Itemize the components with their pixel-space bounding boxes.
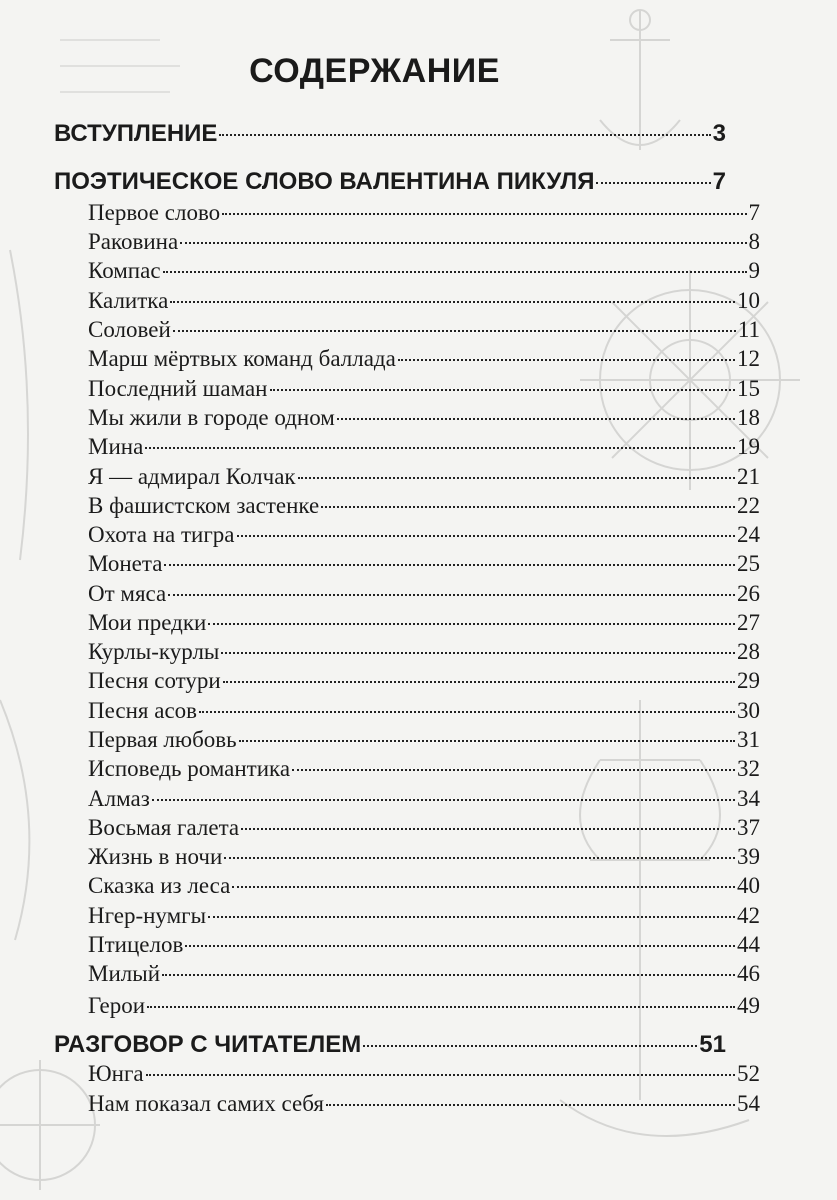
toc-entry-title: Герои	[88, 993, 146, 1018]
dot-leader	[173, 329, 736, 332]
dot-leader	[223, 680, 735, 683]
toc-entry-title: Калитка	[88, 288, 169, 313]
toc-entry	[0, 229, 837, 259]
toc-entry-page-number: 28	[737, 639, 760, 664]
toc-entry-page-number: 9	[748, 258, 760, 283]
toc-entry-title: От мяса	[88, 581, 167, 606]
dot-leader	[221, 651, 735, 654]
toc-entry-page-number: 24	[737, 522, 760, 547]
toc-section-entry	[0, 168, 803, 198]
toc-entry	[0, 815, 837, 845]
toc-entry	[0, 346, 837, 376]
toc-entry-page-number: 25	[737, 551, 760, 576]
dot-leader	[298, 476, 735, 479]
toc-entry-title: Восьмая галета	[88, 815, 240, 840]
toc-entry-page-number: 42	[737, 903, 760, 928]
dot-leader	[232, 885, 735, 888]
toc-entry-title: Мои предки	[88, 610, 207, 635]
toc-entry	[0, 581, 837, 611]
toc-entry	[0, 551, 837, 581]
toc-entry-title: Курлы-курлы	[88, 639, 220, 664]
toc-entry-page-number: 32	[737, 756, 760, 781]
toc-entry-title: Первая любовь	[88, 727, 237, 752]
toc-entry-title: Монета	[88, 551, 163, 576]
toc-entry-title: Последний шаман	[88, 376, 268, 401]
toc-entry-page-number: 31	[737, 727, 760, 752]
toc-entry	[0, 786, 837, 816]
toc-entry-title: Нгер-нумгы	[88, 903, 207, 928]
toc-entry-page-number: 7	[712, 168, 726, 195]
toc-entry	[0, 376, 837, 406]
toc-entry	[0, 639, 837, 669]
toc-entry	[0, 200, 837, 230]
toc-entry-page-number: 51	[699, 1031, 726, 1058]
dot-leader	[162, 973, 735, 976]
toc-entry	[0, 288, 837, 318]
dot-leader	[326, 1103, 735, 1106]
toc-entry-title: Мы жили в городе одном	[88, 405, 335, 430]
toc-entry-page-number: 46	[737, 961, 760, 986]
toc-entry-page-number: 19	[737, 434, 760, 459]
toc-entry-title: Мина	[88, 434, 144, 459]
toc-entry-title: Юнга	[88, 1061, 144, 1086]
dot-leader	[164, 563, 735, 566]
page-title: СОДЕРЖАНИЕ	[249, 52, 500, 90]
toc-entry-title: Марш мёртвых команд баллада	[88, 346, 396, 371]
toc-entry-title: Песня асов	[88, 698, 198, 723]
toc-entry-title: Птицелов	[88, 932, 184, 957]
toc-entry	[0, 493, 837, 523]
toc-entry-title: Исповедь романтика	[88, 756, 291, 781]
toc-entry-page-number: 44	[737, 932, 760, 957]
dot-leader	[146, 1073, 735, 1076]
toc-entry	[0, 903, 837, 933]
toc-entry	[0, 873, 837, 903]
toc-entry	[0, 405, 837, 435]
toc-entry-title: Первое слово	[88, 200, 221, 225]
toc-entry-title: Охота на тигра	[88, 522, 235, 547]
toc-entry	[0, 317, 837, 347]
toc-entry	[0, 434, 837, 464]
toc-entry-page-number: 21	[737, 464, 760, 489]
toc-entry-page-number: 54	[737, 1091, 760, 1116]
toc-entry-page-number: 37	[737, 815, 760, 840]
toc-entry	[0, 932, 837, 962]
toc-entry	[0, 668, 837, 698]
toc-entry-page-number: 3	[712, 120, 726, 147]
toc-entry-page-number: 8	[748, 229, 760, 254]
toc-entry-title: Алмаз	[88, 786, 150, 811]
toc-entry	[0, 993, 837, 1023]
dot-leader	[170, 300, 735, 303]
toc-entry-title: Компас	[88, 258, 161, 283]
toc-section-entry	[0, 120, 803, 150]
toc-entry-title: Нам показал самих себя	[88, 1091, 324, 1116]
toc-entry-page-number: 18	[737, 405, 760, 430]
dot-leader	[168, 593, 735, 596]
dot-leader	[185, 944, 735, 947]
dot-leader	[596, 181, 710, 184]
dot-leader	[292, 768, 735, 771]
dot-leader	[239, 739, 735, 742]
toc-entry-page-number: 12	[737, 346, 760, 371]
toc-entry-page-number: 40	[737, 873, 760, 898]
toc-entry-page-number: 7	[748, 200, 760, 225]
dot-leader	[241, 827, 735, 830]
toc-entry-page-number: 11	[737, 317, 760, 342]
dot-leader	[222, 212, 746, 215]
toc-entry-page-number: 22	[737, 493, 760, 518]
dot-leader	[237, 534, 736, 537]
dot-leader	[145, 446, 735, 449]
dot-leader	[219, 133, 710, 136]
dot-leader	[363, 1044, 697, 1047]
toc-entry-title: Милый	[88, 961, 160, 986]
toc-section-entry	[0, 1031, 803, 1061]
toc-entry-title: Песня сотури	[88, 668, 221, 693]
toc-entry-page-number: 30	[737, 698, 760, 723]
toc-entry-title: Жизнь в ночи	[88, 844, 223, 869]
dot-leader	[337, 417, 735, 420]
toc-entry-title: В фашистском застенке	[88, 493, 320, 518]
toc-entry-title: Сказка из леса	[88, 873, 231, 898]
dot-leader	[152, 798, 735, 801]
dot-leader	[163, 270, 747, 273]
toc-entry	[0, 844, 837, 874]
toc-entry-title: ПОЭТИЧЕСКОЕ СЛОВО ВАЛЕНТИНА ПИКУЛЯ	[54, 168, 595, 195]
toc-entry-page-number: 10	[737, 288, 760, 313]
toc-entry-page-number: 27	[737, 610, 760, 635]
toc-entry-page-number: 49	[737, 993, 760, 1018]
toc-entry	[0, 1061, 837, 1091]
toc-entry-page-number: 15	[737, 376, 760, 401]
toc-entry	[0, 610, 837, 640]
toc-entry-page-number: 52	[737, 1061, 760, 1086]
toc-entry	[0, 961, 837, 991]
dot-leader	[270, 388, 736, 391]
toc-entry-title: Я — адмирал Колчак	[88, 464, 296, 489]
dot-leader	[199, 710, 735, 713]
toc-entry-page-number: 34	[737, 786, 760, 811]
toc-entry	[0, 464, 837, 494]
toc-entry-page-number: 39	[737, 844, 760, 869]
toc-entry-title: Соловей	[88, 317, 171, 342]
toc-entry	[0, 522, 837, 552]
dot-leader	[208, 622, 735, 625]
dot-leader	[224, 856, 735, 859]
toc-entry	[0, 258, 837, 288]
toc-entry	[0, 1091, 837, 1121]
toc-entry-title: РАЗГОВОР С ЧИТАТЕЛЕМ	[54, 1031, 362, 1058]
dot-leader	[321, 505, 735, 508]
dot-leader	[147, 1005, 735, 1008]
dot-leader	[398, 358, 735, 361]
toc-entry-title: ВСТУПЛЕНИЕ	[54, 120, 218, 147]
dot-leader	[180, 241, 746, 244]
toc-entry	[0, 698, 837, 728]
toc-entry	[0, 727, 837, 757]
toc-entry-title: Раковина	[88, 229, 179, 254]
toc-entry	[0, 756, 837, 786]
toc-entry-page-number: 29	[737, 668, 760, 693]
dot-leader	[208, 915, 735, 918]
toc-entry-page-number: 26	[737, 581, 760, 606]
